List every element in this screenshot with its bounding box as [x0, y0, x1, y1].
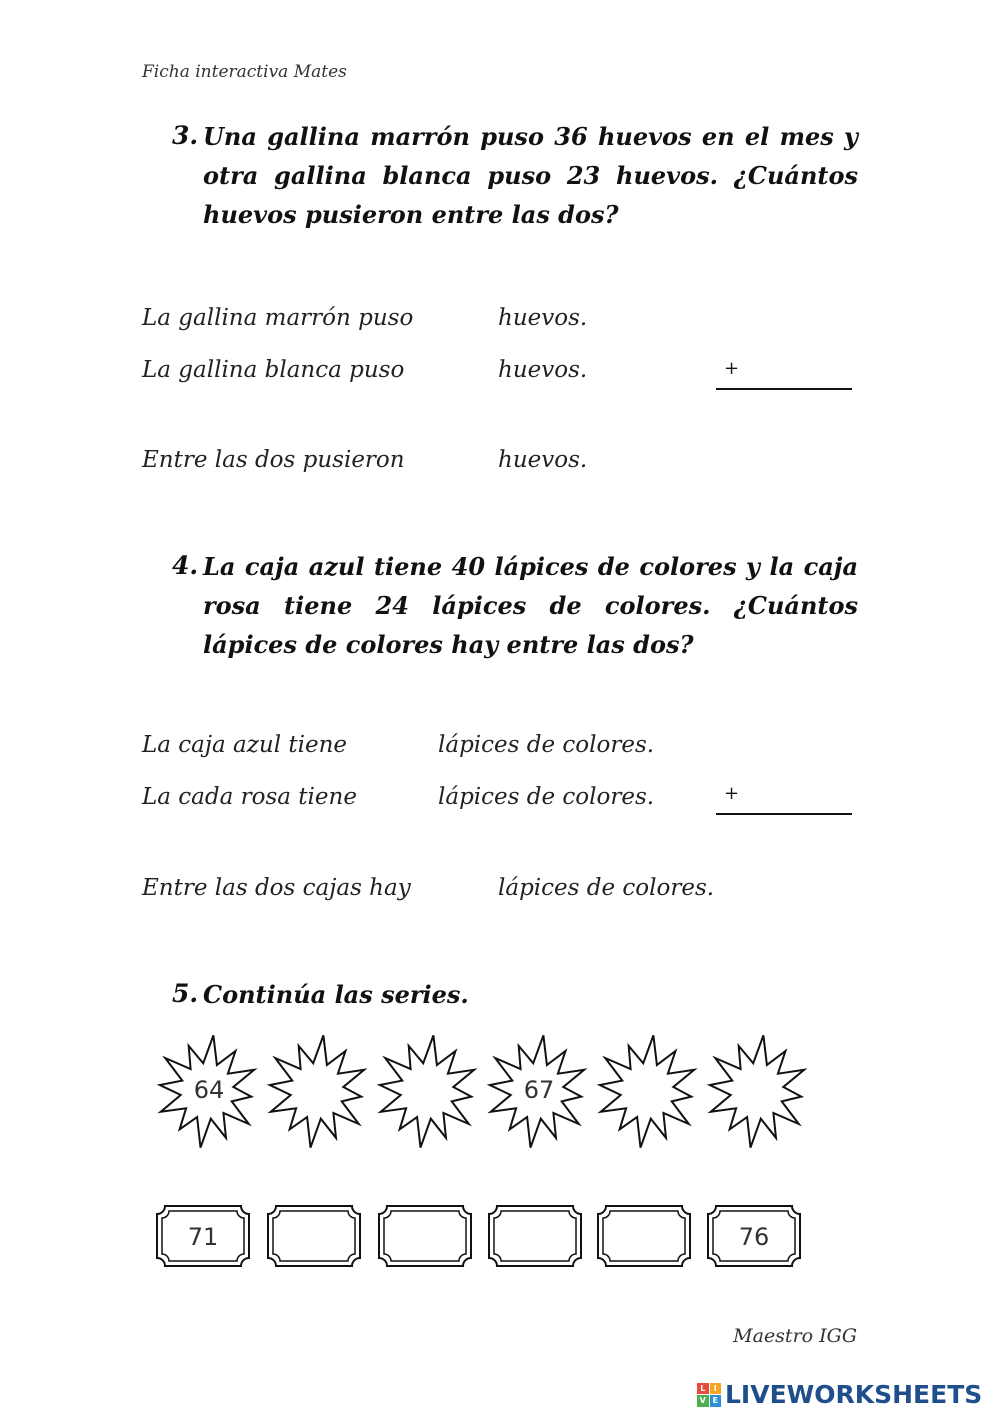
- problem-4-answer-2-input[interactable]: [360, 782, 434, 813]
- problem-3-plus-sign: +: [724, 358, 740, 379]
- series-star-4: [482, 1028, 592, 1154]
- problem-3-line-2-label: La gallina blanca puso: [142, 357, 405, 383]
- liveworksheets-wordmark: LIVEWORKSHEETS: [725, 1380, 983, 1409]
- series-ticket-2[interactable]: [266, 1204, 362, 1268]
- series-star-6[interactable]: [702, 1028, 812, 1154]
- problem-3-line-3-unit: huevos.: [498, 447, 588, 473]
- problem-4-number: 4.: [172, 551, 199, 580]
- problem-3-line-2-unit: huevos.: [498, 357, 588, 383]
- problem-3-operand-1-input[interactable]: [745, 305, 849, 336]
- liveworksheets-brand[interactable]: [697, 1380, 982, 1409]
- problem-4-operand-2-input[interactable]: [745, 782, 849, 813]
- problem-3-line-3-label: Entre las dos pusieron: [142, 447, 405, 473]
- series-star-value-4: 67: [523, 1076, 555, 1104]
- series-ticket-6: [706, 1204, 802, 1268]
- problem-4-sum-line: [716, 813, 852, 815]
- problem-5-text: Continúa las series.: [203, 980, 469, 1009]
- author-credit: Maestro IGG: [733, 1325, 857, 1347]
- problem-4-result-input[interactable]: [745, 820, 849, 851]
- liveworksheets-logo-icon: [697, 1383, 721, 1407]
- problem-4-line-2-unit: lápices de colores.: [438, 784, 655, 810]
- series-ticket-value-1: 71: [187, 1223, 219, 1251]
- series-ticket-1: [155, 1204, 251, 1268]
- problem-3-number: 3.: [172, 121, 199, 150]
- problem-3-result-input[interactable]: [745, 395, 849, 426]
- worksheet-header: Ficha interactiva Mates: [142, 62, 347, 82]
- problem-4-line-3-unit: lápices de colores.: [498, 875, 715, 901]
- problem-3-answer-3-input[interactable]: [418, 445, 492, 476]
- problem-4-text: La caja azul tiene 40 lápices de colores y la caja rosa tiene 24 lápices de colores. ¿Cuántos lápices de colores hay entre las dos?: [203, 552, 858, 659]
- problem-5-number: 5.: [172, 979, 199, 1008]
- problem-4-line-1-unit: lápices de colores.: [438, 732, 655, 758]
- series-star-value-1: 64: [193, 1076, 225, 1104]
- problem-3-operand-2-input[interactable]: [745, 355, 849, 386]
- logo-letter-e: E: [710, 1395, 722, 1407]
- problem-4-line-2-label: La cada rosa tiene: [142, 784, 357, 810]
- series-star-3[interactable]: [372, 1028, 482, 1154]
- problem-4-plus-sign: +: [724, 783, 740, 804]
- problem-3-sum-line: [716, 388, 852, 390]
- problem-3-text: Una gallina marrón puso 36 huevos en el mes y otra gallina blanca puso 23 huevos. ¿Cuántos huevos pusieron entre las dos?: [203, 122, 858, 229]
- logo-letter-v: V: [697, 1395, 709, 1407]
- logo-letter-i: I: [710, 1383, 722, 1395]
- problem-3-line-1-label: La gallina marrón puso: [142, 305, 414, 331]
- series-star-5[interactable]: [592, 1028, 702, 1154]
- series-ticket-3[interactable]: [377, 1204, 473, 1268]
- problem-3-answer-2-input[interactable]: [425, 355, 499, 386]
- problem-4-operand-1-input[interactable]: [745, 732, 849, 763]
- problem-4-line-1-label: La caja azul tiene: [142, 732, 347, 758]
- series-star-2[interactable]: [262, 1028, 372, 1154]
- series-ticket-4[interactable]: [487, 1204, 583, 1268]
- problem-4-answer-3-input[interactable]: [418, 873, 492, 904]
- problem-3-answer-1-input[interactable]: [425, 303, 499, 334]
- series-ticket-value-6: 76: [738, 1223, 770, 1251]
- series-ticket-5[interactable]: [596, 1204, 692, 1268]
- series-star-1: [152, 1028, 262, 1154]
- logo-letter-l: L: [697, 1383, 709, 1395]
- problem-3-line-1-unit: huevos.: [498, 305, 588, 331]
- problem-4-answer-1-input[interactable]: [355, 730, 429, 761]
- problem-4-line-3-label: Entre las dos cajas hay: [142, 875, 411, 901]
